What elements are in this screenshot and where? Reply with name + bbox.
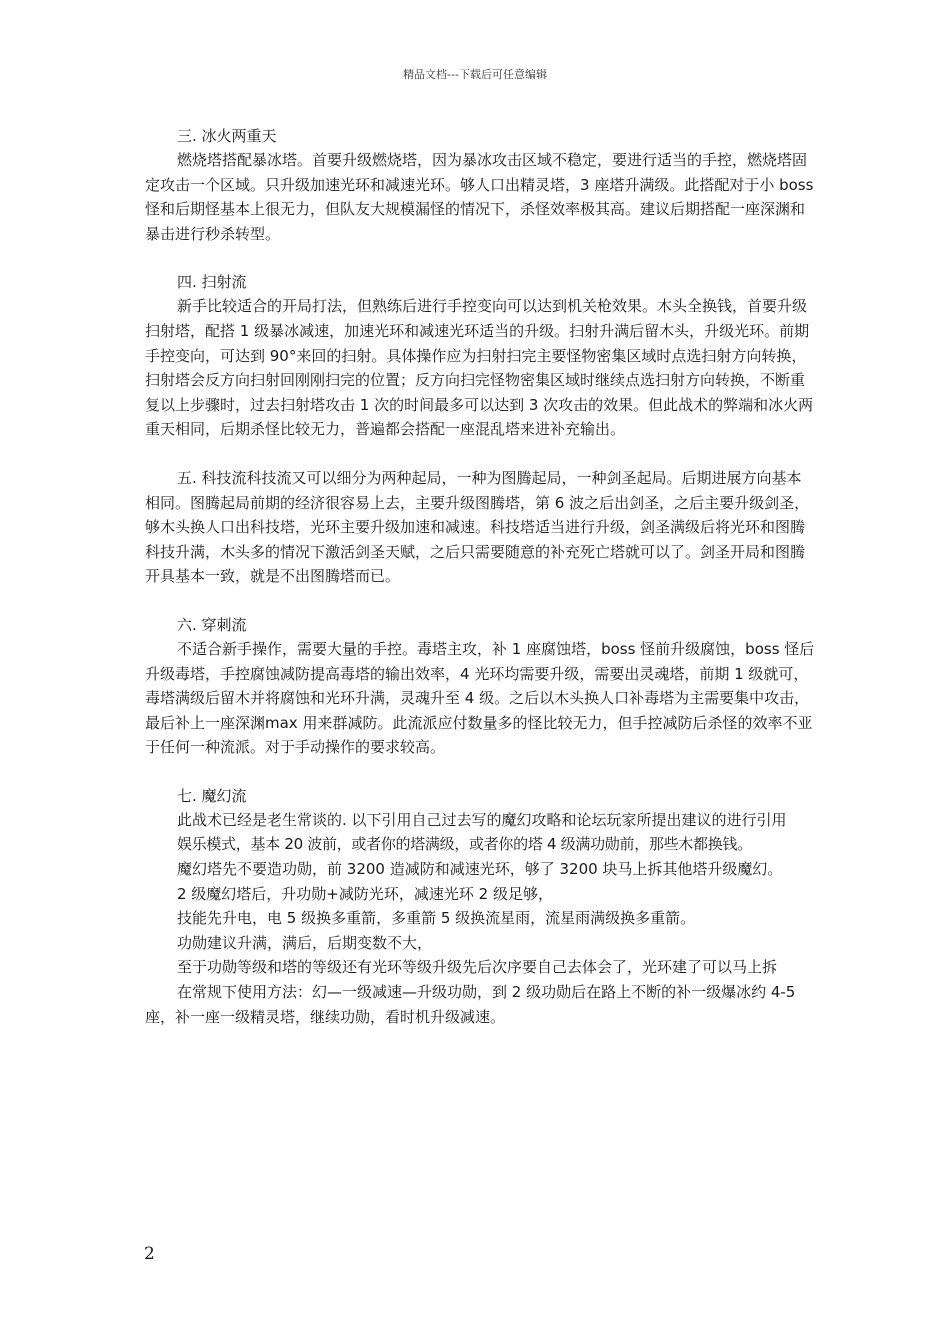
section-sweep <box>145 270 815 442</box>
page-header: 精品文档---下载后可任意编辑 <box>403 68 547 81</box>
section-title: 四. 扫射流 <box>177 273 247 292</box>
section-ice-fire <box>145 124 815 246</box>
paragraph: 功勋建议升满，满后，后期变数不大， <box>177 933 433 952</box>
paragraph: 燃烧塔搭配暴冰塔。首要升级燃烧塔，因为暴冰攻击区域不稳定，要进行适当的手控，燃烧塔固定攻击一个区域。只升级加速光环和减速光环。够人口出精灵塔，3 座塔升满级。此搭配对于小 boss 怪和后期怪基本上很无力，但队友大规模漏怪的情况下，杀怪效率极其高。建议后期搭配一座深渊和暴击进行秒杀转型。 <box>145 151 814 243</box>
paragraph: 娱乐模式，基本 20 波前，或者你的塔满级，或者你的塔 4 级满功勋前，那些木都换钱。 <box>177 835 752 854</box>
page-number: 2 <box>144 1244 155 1264</box>
section-title: 三. 冰火两重天 <box>177 127 277 145</box>
section-title: 七. 魔幻流 <box>177 786 247 805</box>
paragraph: 五. 科技流科技流又可以细分为两种起局，一种为图腾起局，一种剑圣起局。后期进展方向基本相同。图腾起局前期的经济很容易上去，主要升级图腾塔，第 6 波之后出剑圣，之后主要升级剑圣，够木头换人口出科技塔，光环主要升级加速和减速。科技塔适当进行升级，剑圣满级后将光环和图腾科技升满，木头多的情况下激活剑圣天赋，之后只需要随意的补充死亡塔就可以了。剑圣开局和图腾开具基本一致，就是不出图腾塔而已。 <box>145 468 810 586</box>
paragraph: 不适合新手操作，需要大量的手控。毒塔主攻，补 1 座腐蚀塔，boss 怪前升级腐蚀，boss 怪后升级毒塔，手控腐蚀减防提高毒塔的输出效率，4 光环均需要升级，需要出灵魂塔，前期 1 级就可，毒塔满级后留木并将腐蚀和光环升满，灵魂升至 4 级。之后以木头换人口补毒塔为主需要集中攻击，最后补上一座深渊max 用来群减防。此流派应付数量多的怪比较无力，但手控减防后杀怪的效率不亚于任何一种流派。对于手动操作的要求较高。 <box>145 639 815 757</box>
paragraph: 魔幻塔先不要造功勋，前 3200 造减防和减速光环，够了 3200 块马上拆其他塔升级魔幻。 <box>177 860 783 879</box>
paragraph: 新手比较适合的开局打法，但熟练后进行手控变向可以达到机关枪效果。木头全换钱，首要升级扫射塔，配搭 1 级暴冰减速，加速光环和减速光环适当的升级。扫射升满后留木头，升级光环。前期手控变向，可达到 90°来回的扫射。具体操作应为扫射扫完主要怪物密集区域时点选扫射方向转换，扫射塔会反方向扫射回刚刚扫完的位置；反方向扫完怪物密集区域时继续点选扫射方向转换，不断重复以上步骤时，过去扫射塔攻击 1 次的时间最多可以达到 3 次攻击的效果。但此战术的弊端和冰火两重天相同，后期杀怪比较无力，普遍都会搭配一座混乱塔来进补充输出。 <box>145 297 814 439</box>
section-title: 六. 穿刺流 <box>177 615 247 634</box>
document-body <box>145 124 815 1053</box>
paragraph: 技能先升电，电 5 级换多重箭，多重箭 5 级换流星雨，流星雨满级换多重箭。 <box>177 909 696 928</box>
paragraph: 至于功勋等级和塔的等级还有光环等级升级先后次序要自己去体会了，光环建了可以马上拆 <box>177 958 778 977</box>
section-tech <box>145 466 815 589</box>
paragraph: 此战术已经是老生常谈的. 以下引用自己过去写的魔幻攻略和论坛玩家所提出建议的进行引用 <box>177 810 787 829</box>
paragraph: 在常规下使用方法：幻—一级减速—升级功勋，到 2 级功勋后在路上不断的补一级爆冰约 4-5 座，补一座一级精灵塔，继续功勋，看时机升级减速。 <box>145 983 796 1026</box>
section-magic <box>145 784 815 1029</box>
paragraph: 2 级魔幻塔后，升功勋+减防光环，减速光环 2 级足够， <box>177 884 553 903</box>
section-pierce <box>145 613 815 760</box>
